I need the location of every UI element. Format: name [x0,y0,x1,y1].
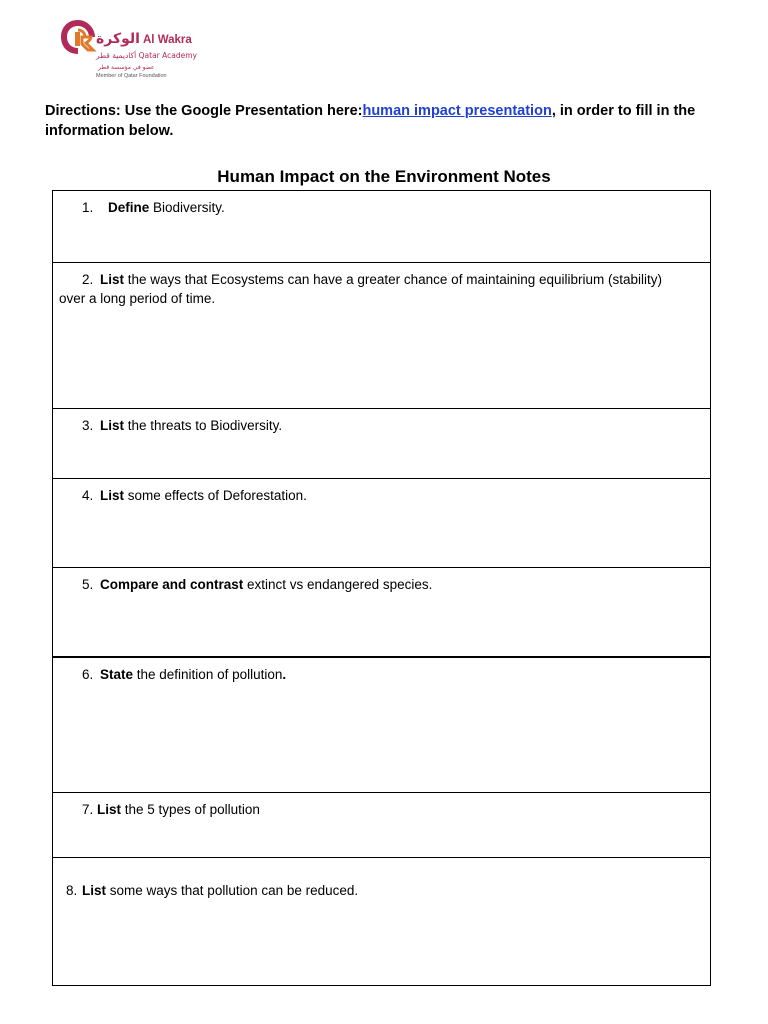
question-number: 3. [82,418,94,433]
page-title: Human Impact on the Environment Notes [217,167,551,186]
question-verb: Compare and contrast [100,577,244,592]
question-verb: Define [108,200,150,215]
question-row-7[interactable] [53,792,710,857]
question-text: the 5 types of pollution [121,802,260,817]
directions-text [45,101,735,141]
question-number: 8. [66,883,78,898]
directions-before-link: Directions: Use the Google Presentation here: [45,103,363,119]
question-number: 5. [82,577,94,592]
question-text: the ways that Ecosystems can have a greater chance of maintaining equilibrium (stability) over a long period of time. [59,272,663,306]
question-text: some ways that pollution can be reduced. [106,883,359,898]
presentation-link[interactable]: human impact presentation [362,103,552,119]
question-number: 1. [82,200,94,215]
question-number: 6. [82,667,94,682]
question-verb: List [97,802,122,817]
question-row-8[interactable] [53,857,710,985]
question-number: 7. [82,802,94,817]
al-wakra-logo-icon [58,16,98,60]
question-number: 2. [82,272,94,287]
question-verb: List [100,272,125,287]
question-number: 4. [82,488,94,503]
directions-after-link: , in order to fill in the information below. [45,103,696,139]
logo-member-text: Member of Qatar Foundation [96,73,167,79]
question-verb: State [100,667,134,682]
question-row-3[interactable] [53,408,710,478]
question-text: the definition of pollution [133,667,283,682]
question-verb: List [82,883,107,898]
question-trailing-period: . [282,667,287,682]
logo-subtitle: أكاديمية قطر Qatar Academy [96,51,197,60]
question-verb: List [100,488,125,503]
logo-arabic-name: الوكرة [96,31,140,47]
school-logo [58,16,198,82]
question-row-4[interactable] [53,478,710,567]
question-row-5[interactable] [53,567,710,656]
question-text: Biodiversity. [149,200,225,215]
logo-arabic-member: عضو في مؤسسة قطر [98,64,155,71]
question-text: extinct vs endangered species. [243,577,433,592]
question-row-6[interactable] [53,656,710,792]
notes-table [52,190,711,986]
question-text: some effects of Deforestation. [124,488,307,503]
logo-english-name: Al Wakra [143,34,192,46]
question-verb: List [100,418,125,433]
question-row-1[interactable] [53,191,710,262]
question-text: the threats to Biodiversity. [124,418,283,433]
question-row-2[interactable] [53,262,710,408]
